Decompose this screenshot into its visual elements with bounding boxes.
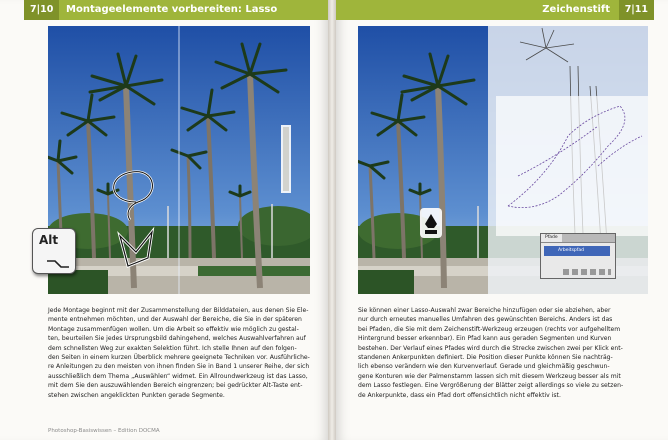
text-line: de Ankerpunkte, dass ein Pfad dort offensichtlich nicht effektiv ist.	[358, 391, 561, 399]
left-header-title: Montageelemente vorbereiten: Lasso	[66, 4, 278, 15]
text-line: standenen Ankerpunkten definiert. Die Position dieser Punkte können Sie nachträg-	[358, 354, 613, 362]
text-line: bei Pfaden, die Sie mit dem Zeichenstift-Werkzeug erzeugen (rechts vor aufgehelltem	[358, 325, 621, 333]
text-line: mit dem Sie den auszuwählenden Bereich eingrenzen; bei gedrückter Alt-Taste ent-	[48, 382, 303, 390]
paths-tab: Pfade	[541, 234, 562, 242]
lasso-palm-photo	[48, 26, 310, 294]
alt-key-icon: Alt	[32, 228, 76, 274]
text-line: ten, beurteilen Sie jedes Ursprungsbild dahingehend, welches Auswahlverfahren auf	[48, 335, 306, 343]
text-line: gene Konturen wie der Palmenstamm lassen sich mit diesem Werkzeug besser als mit	[358, 372, 621, 380]
work-path-row: Arbeitspfad	[544, 246, 610, 256]
page-footer: Photoshop-Basiswissen – Edition DOCMA	[48, 428, 160, 434]
text-line: Sie können einer Lasso-Auswahl zwar Bereiche hinzufügen oder sie abziehen, aber	[358, 307, 611, 314]
right-page	[336, 0, 668, 440]
left-body-text	[48, 306, 310, 400]
text-line: den Seiten in einem kurzen Überblick mehrere geeignete Techniken vor. Ausführliche-	[48, 354, 310, 362]
text-line: re Anleitungen zu den meisten von ihnen finden Sie in Band 1 unserer Reihe, der sich	[48, 363, 310, 371]
text-line: ausschließlich dem Thema „Auswählen“ widmet. Ein Allroundwerkzeug ist das Lasso,	[48, 372, 308, 380]
text-line: lich ebenso verändern wie den Kurvenverlauf. Gerade und gleichmäßig geschwun-	[358, 363, 610, 371]
left-header-bar	[24, 0, 328, 20]
paths-panel	[540, 233, 616, 279]
left-page-number: 7|10	[24, 0, 59, 20]
text-line: nur durch erneutes manuelles Umfahren des gewünschten Bereichs. Anders ist das	[358, 316, 613, 324]
text-line: dem schnellsten Weg zur exakten Selektion führt. Ich stelle Ihnen auf den folgen-	[48, 344, 297, 352]
text-line: stehen zwischen angeklickten Punkten gerade Segmente.	[48, 391, 225, 399]
right-header-title: Zeichenstift	[542, 4, 610, 15]
text-line: mente entnehmen möchten, und der Auswahl der Bereiche, die Sie in der späteren	[48, 316, 302, 324]
right-body-text	[358, 306, 648, 400]
book-gutter	[328, 0, 336, 440]
right-header-bar	[336, 0, 654, 20]
paths-panel-tabbar	[541, 234, 615, 243]
right-page-number: 7|11	[619, 0, 654, 20]
left-page	[0, 0, 328, 440]
text-line: Jede Montage beginnt mit der Zusammenstellung der Bilddateien, aus denen Sie Ele-	[48, 307, 309, 314]
text-line: dem Lasso festlegen. Eine Vergrößerung der Blätter zeigt allerdings so viele zu setzen-	[358, 382, 624, 390]
text-line: Hintergrund besser erkennbar). Ein Pfad kann aus geraden Segmenten und Kurven	[358, 335, 612, 343]
paths-panel-buttons	[563, 269, 611, 275]
text-line: bestehen. Der Verlauf eines Pfades wird durch die Strecke zwischen zwei per Klick ent-	[358, 344, 623, 352]
text-line: Montage zusammenfügen wollen. Um die Arbeit so effektiv wie möglich zu gestal-	[48, 325, 299, 333]
